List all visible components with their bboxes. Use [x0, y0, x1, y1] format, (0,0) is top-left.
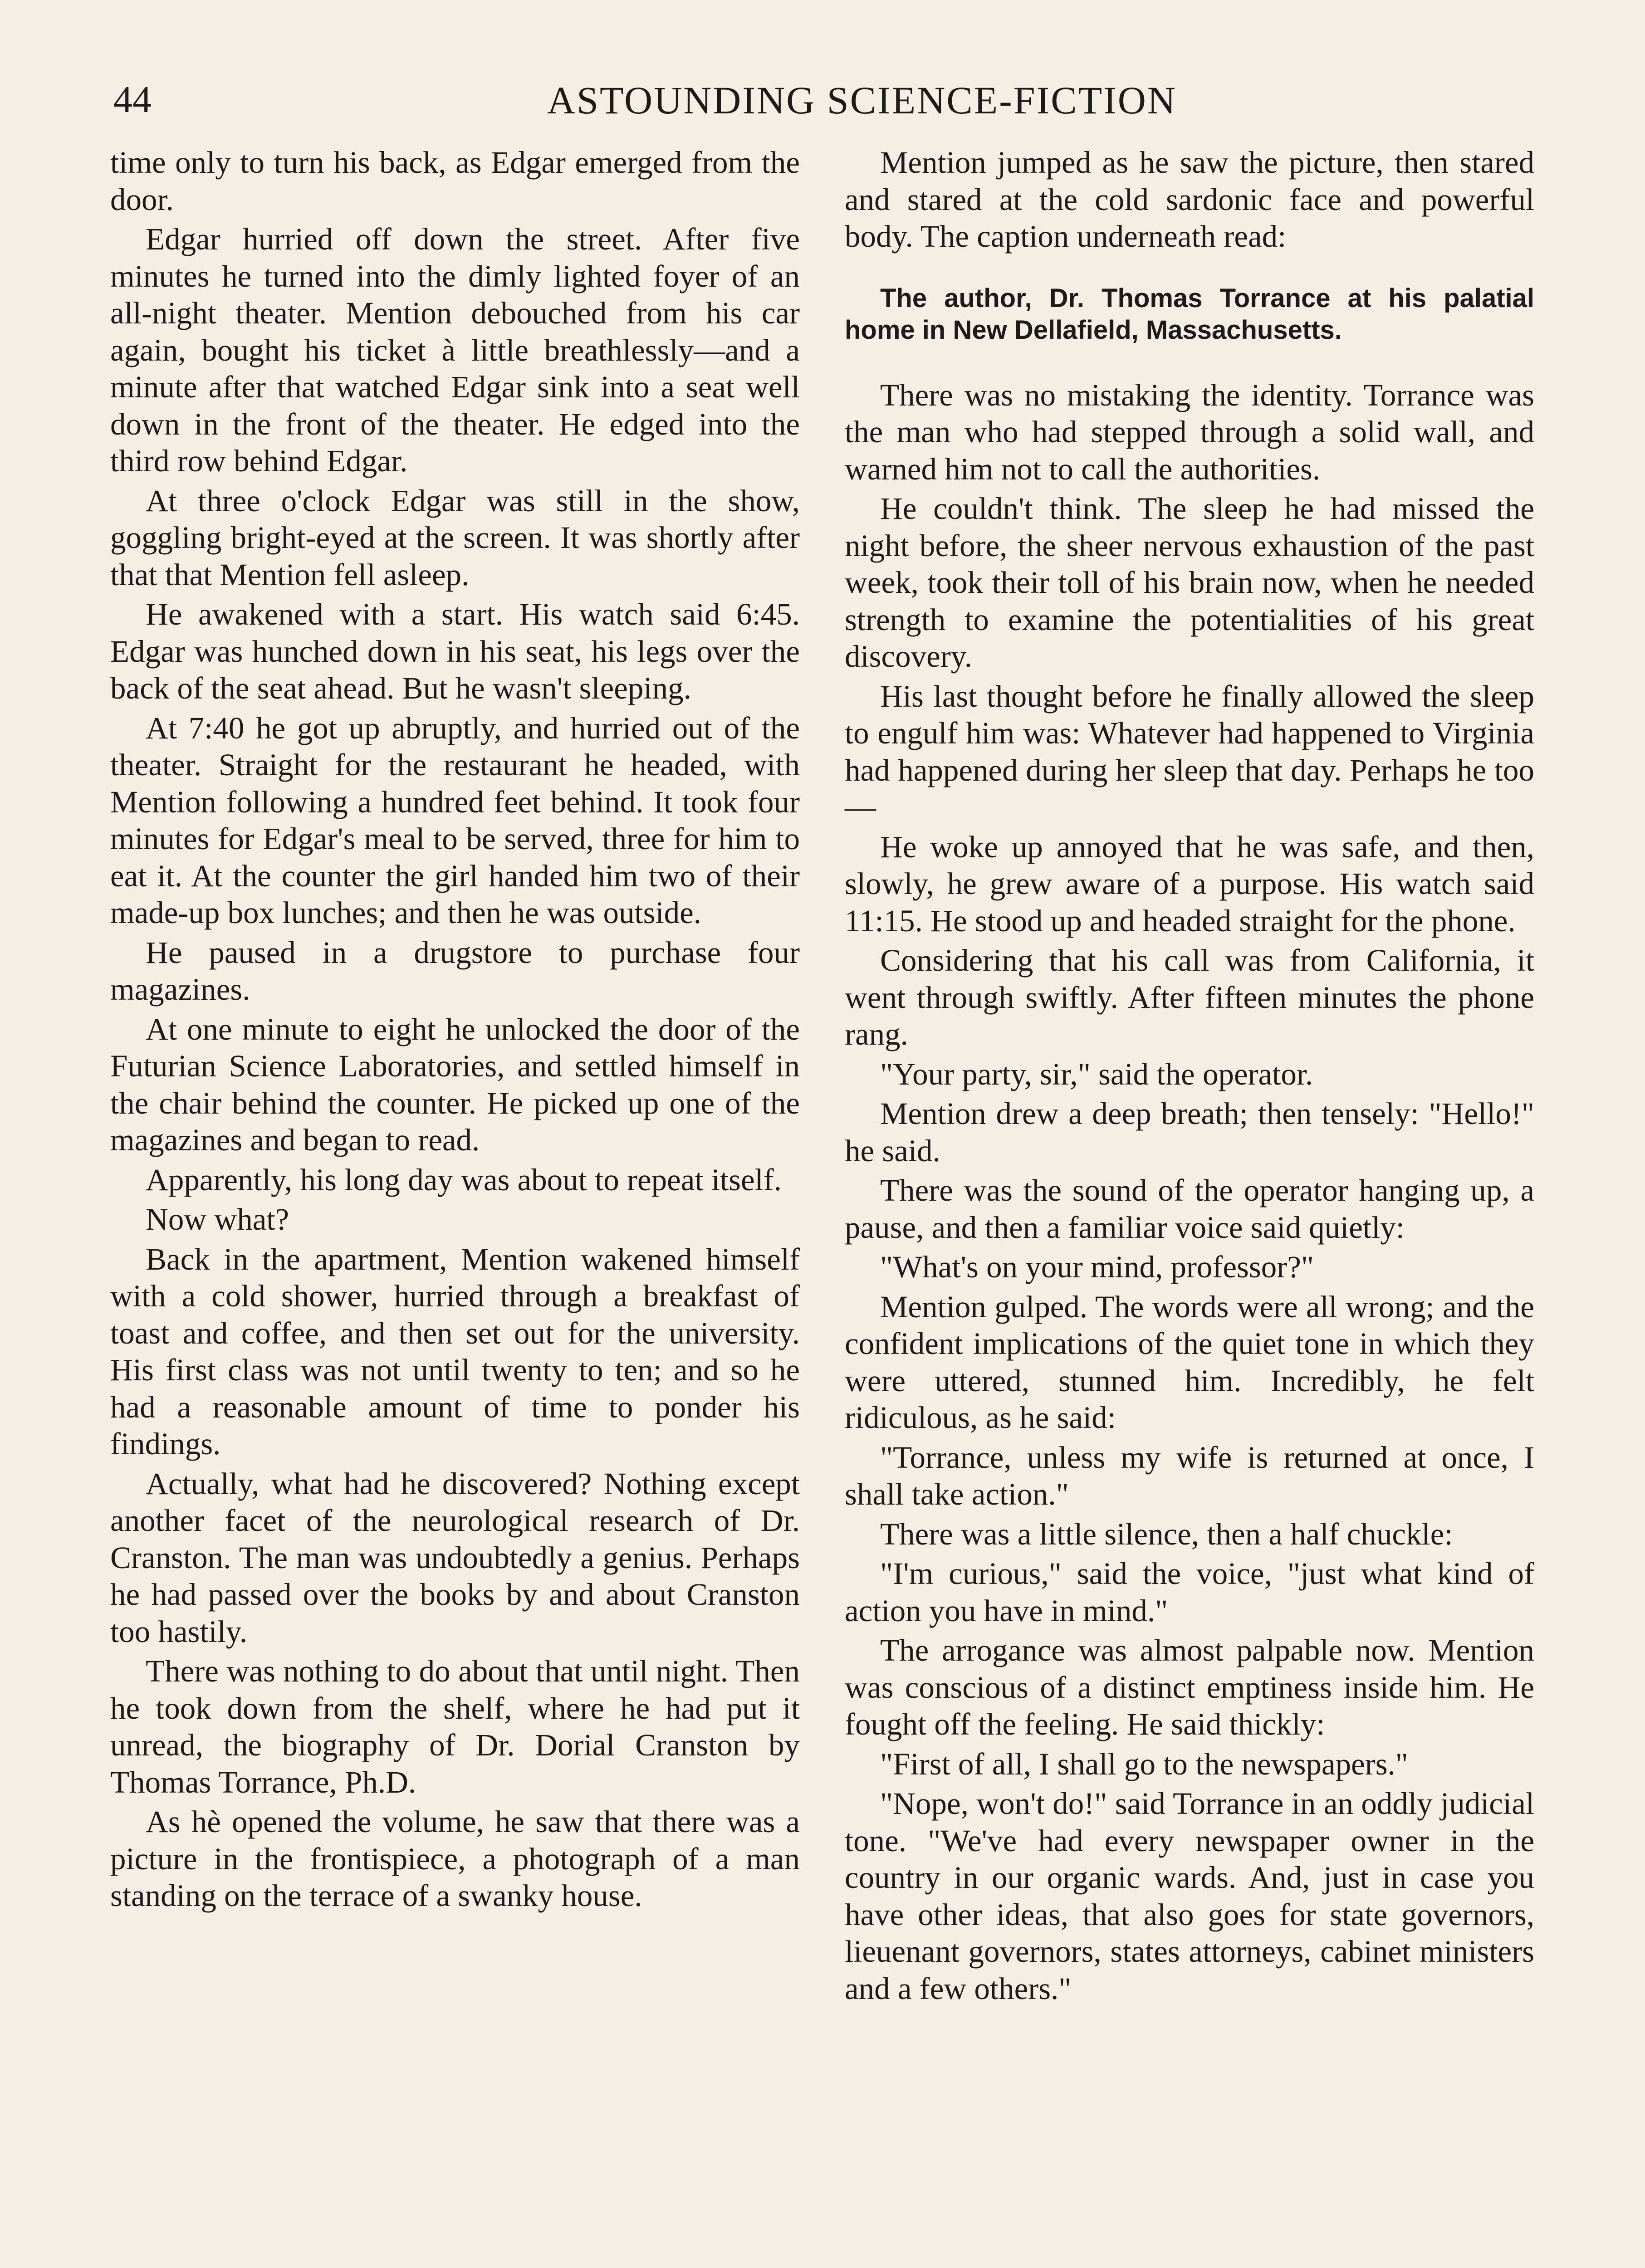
paragraph: He awakened with a start. His watch said 6:45. Edgar was hunched down in his seat, his legs over the back of the seat ahead. But he wasn't sleeping.	[110, 597, 800, 705]
paragraph: There was the sound of the operator hanging up, a pause, and then a familiar voice said quietly:	[845, 1173, 1534, 1245]
running-head: ASTOUNDING SCIENCE-FICTION	[547, 78, 1177, 122]
paragraph: There was nothing to do about that until night. Then he took down from the shelf, where he had put it unread, the biography of Dr. Dorial Cranston by Thomas Torrance, Ph.D.	[110, 1654, 800, 1799]
photo-caption: The author, Dr. Thomas Torrance at his palatial home in New Dellafield, Massachusetts.	[845, 283, 1534, 345]
page-number: 44	[113, 78, 152, 121]
left-column	[110, 144, 800, 1917]
paragraph: Mention gulped. The words were all wrong; and the confident implications of the quiet tone in which they were uttered, stunned him. Incredibly, he felt ridiculous, as he said:	[845, 1289, 1534, 1435]
paragraph: As hè opened the volume, he saw that there was a picture in the frontispiece, a photograph of a man standing on the terrace of a swanky house.	[110, 1804, 800, 1913]
paragraph: His last thought before he finally allowed the sleep to engulf him was: Whatever had happened to Virginia had happened during her sleep that day. Perhaps he too—	[845, 679, 1534, 824]
paragraph: "Your party, sir," said the operator.	[880, 1056, 1313, 1091]
paragraph: "First of all, I shall go to the newspapers."	[880, 1746, 1408, 1781]
paragraph: Actually, what had he discovered? Nothing except another facet of the neurological research of Dr. Cranston. The man was undoubtedly a genius. Perhaps he had passed over the books by and about Cranston too hastily.	[110, 1466, 800, 1649]
paragraph: Mention jumped as he saw the picture, then stared and stared at the cold sardonic face and powerful body. The caption underneath read:	[845, 145, 1534, 254]
paragraph: "I'm curious," said the voice, "just what kind of action you have in mind."	[845, 1556, 1534, 1628]
paragraph: Considering that his call was from California, it went through swiftly. After fifteen minutes the phone rang.	[845, 943, 1534, 1051]
paragraph: At 7:40 he got up abruptly, and hurried out of the theater. Straight for the restaurant he headed, with Mention following a hundred feet behind. It took four minutes for Edgar's meal to be served, three for him to eat it. At the counter the girl handed him two of their made-up box lunches; and then he was outside.	[110, 710, 800, 930]
paragraph: Edgar hurried off down the street. After five minutes he turned into the dimly lighted foyer of an all-night theater. Mention debouched from his car again, bought his ticket à little breathlessly—and a minute after that watched Edgar sink into a seat well down in the front of the theater. He edged into the third row behind Edgar.	[110, 222, 800, 478]
paragraph: At three o'clock Edgar was still in the show, goggling bright-eyed at the screen. It was shortly after that that Mention fell asleep.	[110, 483, 800, 592]
right-column	[845, 144, 1534, 2010]
paragraph: At one minute to eight he unlocked the door of the Futurian Science Laboratories, and settled himself in the chair behind the counter. He picked up one of the magazines and began to read.	[110, 1012, 800, 1157]
paragraph: time only to turn his back, as Edgar emerged from the door.	[110, 145, 800, 217]
paragraph: The arrogance was almost palpable now. Mention was conscious of a distinct emptiness inside him. He fought off the feeling. He said thickly:	[845, 1633, 1534, 1741]
paragraph: "Nope, won't do!" said Torrance in an oddly judicial tone. "We've had every newspaper owner in the country in our organic wards. And, just in case you have other ideas, that also goes for state governors, lieuenant governors, states attorneys, cabinet ministers and a few others."	[845, 1786, 1534, 2006]
paragraph: Apparently, his long day was about to repeat itself.	[146, 1162, 782, 1197]
paragraph: He woke up annoyed that he was safe, and then, slowly, he grew aware of a purpose. His watch said 11:15. He stood up and headed straight for the phone.	[845, 829, 1534, 938]
paragraph: "What's on your mind, professor?"	[880, 1250, 1314, 1284]
paragraph: He couldn't think. The sleep he had missed the night before, the sheer nervous exhaustion of the past week, took their toll of his brain now, when he needed strength to examine the potentialities of his great discovery.	[845, 491, 1534, 674]
paragraph: There was no mistaking the identity. Torrance was the man who had stepped through a solid wall, and warned him not to call the authorities.	[845, 377, 1534, 486]
paragraph: Now what?	[146, 1202, 289, 1237]
paragraph: Back in the apartment, Mention wakened himself with a cold shower, hurried through a breakfast of toast and coffee, and then set out for the university. His first class was not until twenty to ten; and so he had a reasonable amount of time to ponder his findings.	[110, 1242, 800, 1461]
paragraph: He paused in a drugstore to purchase four magazines.	[110, 935, 800, 1007]
paragraph: Mention drew a deep breath; then tensely: "Hello!" he said.	[845, 1096, 1534, 1168]
paragraph: "Torrance, unless my wife is returned at once, I shall take action."	[845, 1440, 1534, 1511]
paragraph: There was a little silence, then a half chuckle:	[880, 1516, 1453, 1551]
